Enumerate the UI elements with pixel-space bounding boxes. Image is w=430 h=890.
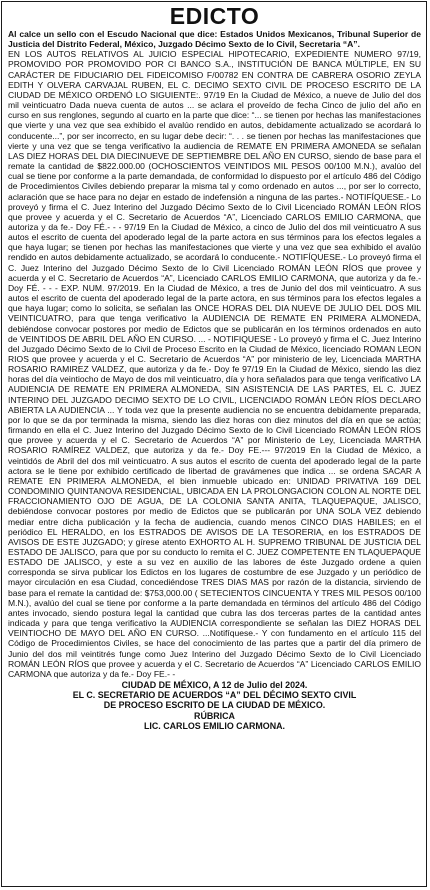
signer-name: LIC. CARLOS EMILIO CARMONA.: [143, 720, 285, 731]
signature-block: [8, 680, 421, 731]
secretary-office-line-2: DE PROCESO ESCRITO DE LA CIUDAD DE MÉXICO.: [103, 700, 326, 711]
notice-body: EN LOS AUTOS RELATIVOS AL JUICIO ESPECIAL HIPOTECARIO, EXPEDIENTE NUMERO 97/19, PROMOVIDO POR PROMOVIDO POR CI BANCO S.A., INSTITUCIÓN DE BANCA MÚLTIPLE, EN SU CARÁCTER DE FIDUCIARIO DEL FIDEICOMISO F/00782 EN CONTRA DE CABRERA OSORIO ZEYLA EDITH Y OLVERA CARVAJAL RUBEN, EL C. DECIMO SEXTO CIVIL DE PROCESO ESCRITO DE LA CIUDAD DE MÉXICO ORDENÓ LO SIGUIENTE:. 97/19 En la Ciudad de México, a nueve de Julio del dos mil veinticuatro Dada nueva cuenta de autos ... se aclara el proveído de fecha Cinco de julio del año en curso en sus renglones, segundo al cuarto en la parte que dice: “... se tienen por hechas las manifestaciones que vierte y una vez que sea exhibido el avalúo rendido en autos, debidamente actualizado se acordará lo conducente...”, por ser incorrecto, en su lugar debe decir: “. . . se tienen por hechas las manifestaciones que vierte y una vez que se tenga verificativo la audiencia de REMATE EN PRIMERA AMONEDA se señalan LAS DIEZ HORAS DEL DIA DIECINUEVE DE SEPTIEMBRE DEL AÑO EN CURSO, siendo de base para el remate la cantidad de $822.000.00 (OCHOSCIENTOS VEINTIDOS MIL PESOS 00/100 M.N.), avalúo del cual se tiene por conforme a la parte demandada, de conformidad lo dispuesto por el artículo 486 del Código de Procedimientos Civiles debiendo preparar la misma tal y como ordenado en autos ..., por ser lo correcto, aclaración que se hace para no dejar en estado de indefensión a ninguna de las partes.- NOTIFÍQUESE.- Lo proveyó y firma el C. Juez Interino del Juzgado Décimo Sexto de lo Civil Licenciado ROMÁN LEÓN RÍOS que provee y acuerda y el C. Secretario de Acuerdos “A”, Licenciado CARLOS EMILIO CARMONA, que autoriza y da fe.- Doy FÉ.- - - 97/19 En la Ciudad de México, a cinco de Julio del dos mil veinticuatro A sus autos el escrito de cuenta del apoderado legal de la parte actora en sus términos para los efectos legales a que haya lugar; se tienen por hechas las manifestaciones que vierte y una vez que sea exhibido el avalúo rendido en autos debidamente actualizado, se acordará lo conducente.- NOTIFÍQUESE.- Lo proveyó firma el C. Juez Interino del Juzgado Décimo Sexto de lo Civil Licenciado ROMÁN LEÓN RÍOS que provee y acuerda y el C. Secretario de Acuerdos “A”, Licenciado CARLOS EMILIO CARMONA, que autoriza y da fe.- Doy FÉ. - - - EXP. NUM. 97/2019. En la Ciudad de México, a tres de Junio del dos mil veinticuatro. A sus autos el escrito de cuenta del apoderado legal de la parte actora, en sus términos para los efectos legales a que haya lugar; como lo solicita, se señalan las ONCE HORAS DEL DIA NUEVE DE JULIO DEL DOS MIL VEINTICUATRO, para que tenga verificativo la AUDIENCIA DE REMATE EN PRIMERA ALMONEDA, debiéndose convocar postores por medio de Edictos que se publicarán en los términos ordenados en auto de VEINTIDOS DE ABRIL DEL AÑO EN CURSO. ... - NOTIFIQUESE - Lo proveyó y firma el C. Juez Interino del Juzgado Décimo Sexto de lo Civil de Proceso Escrito en la Ciudad de México, licenciado ROMAN LEON RIOS que provee y acuerda y el C. Secretario de Acuerdos “A” por ministerio de ley, Licenciada MARTHA ROSARIO RAMIREZ VALDEZ, que autoriza y da fe.- Doy fe 97/19 En la Ciudad de México, siendo las diez horas del día veintiocho de Mayo de dos mil veinticuatro, día y hora señalados para que tenga verificativo LA AUDIENCIA DE REMATE EN PRIMERA ALMONEDA, SIN ASISTENCIA DE LAS PARTES, EL C. JUEZ INTERINO DEL JUZGADO DECIMO SEXTO DE LO CIVIL, LICENCIADO ROMÁN LEÓN RÍOS DECLARO ABIERTA LA AUDIENCIA ... Y toda vez que la presente audiencia no se encuentra debidamente preparada, por lo que se da por terminada la misma, siendo las diez horas con diez minutos del día en que se actúa; firmando en ella el C. Juez Interino del Juzgado Décimo Sexto de lo Civil Licenciado ROMÁN LEÓN RÍOS que provee y acuerda y el C. Secretario de Acuerdos “A” por Ministerio de Ley, Licenciada MARTHA ROSARIO RAMÍREZ VALDEZ, que autoriza y da fe.- Doy FE.--- 97/2019 En la Ciudad de México, a veintidós de Abril del dos mil veinticuatro. A sus autos el escrito de cuenta del apoderado legal de la parte actora se le tiene por exhibido certificado de libertad de gravámenes que indica ... se ordena SACAR A REMATE EN PRIMERA ALMONEDA, el bien inmueble ubicado en: UNIDAD PRIVATIVA 169 DEL CONDOMINIO QUINTANOVA RESIDENCIAL, UBICADA EN LA PROLONGACION COLON AL NORTE DEL FRACCIONAMIENTO OJO DE AGUA, DE LA COLONIA SANTA ANITA, TLAQUEPAQUE, JALISCO, debiéndose convocar postores por medio de Edictos que se publicarán por UNA SOLA VEZ debiendo mediar entre dicha publicación y la fecha de audiencia, cuando menos CINCO DIAS HABILES; en el periódico EL HERALDO, en los ESTRADOS DE AVISOS DE LA TESORERIA, en los ESTRADOS DE AVISOS DE ESTE JUZGADO; y gírese atento EXHORTO AL H. SUPREMO TRIBUNAL DE JUSTICIA DEL ESTADO DE JALISCO, para que por su conducto lo remita el C. JUEZ COMPETENTE EN TLAQUEPAQUE ESTADO DE JALISCO, y este a su vez en auxilio de las labores de éste Juzgado ordene a quien corresponda se sirva publicar los Edictos en los lugares de costumbre de ese Juzgado y un periódico de mayor circulación en esa Ciudad, concediéndose TRES DIAS MAS por razón de la distancia, sirviendo de base para el remate la cantidad de: $753,000.00 ( SETECIENTOS CINCUENTA Y TRES MIL PESOS 00/100 M.N.), avalúo del cual se tiene por conforme a la parte demandada en términos del artículo 486 del Código antes invocado, siendo postura legal la cantidad que cubra las dos terceras partes de la cantidad antes indicada y para que tenga verificativo la AUDIENCIA correspondiente se señalan las DIEZ HORAS DEL VEINTIOCHO DE MAYO DEL AÑO EN CURSO. ...Notifíquese.- Y con fundamento en el artículo 115 del Código de Procedimientos Civiles, se hace del conocimiento de las partes que a partir del día primero de Junio del dos mil veintitrés funge como Juez Interino del Juzgado Décimo Sexto de lo Civil Licenciado ROMÁN LEÓN RÍOS que provee y acuerda y el C. Secretario de Acuerdos “A” Licenciado CARLOS EMILIO CARMONA que autoriza y da fe.- Doy FE.- -: [8, 49, 421, 679]
date-line: CIUDAD DE MÉXICO, A 12 de Julio del 2024.: [121, 680, 308, 690]
notice-title: EDICTO: [169, 3, 260, 29]
edicto-notice: [1, 1, 427, 887]
seal-description: Al calce un sello con el Escudo Nacional que dice: Estados Unidos Mexicanos, Tribunal Superior de Justicia del Distrito Federal, México, Juzgado Décimo Sexto de lo Civil, Secretaria “A”.: [8, 29, 421, 50]
rubric-label: RÚBRICA: [194, 710, 235, 721]
secretary-office-line-1: EL C. SECRETARIO DE ACUERDOS “A” DEL DÉCIMO SEXTO CIVIL: [72, 690, 357, 701]
